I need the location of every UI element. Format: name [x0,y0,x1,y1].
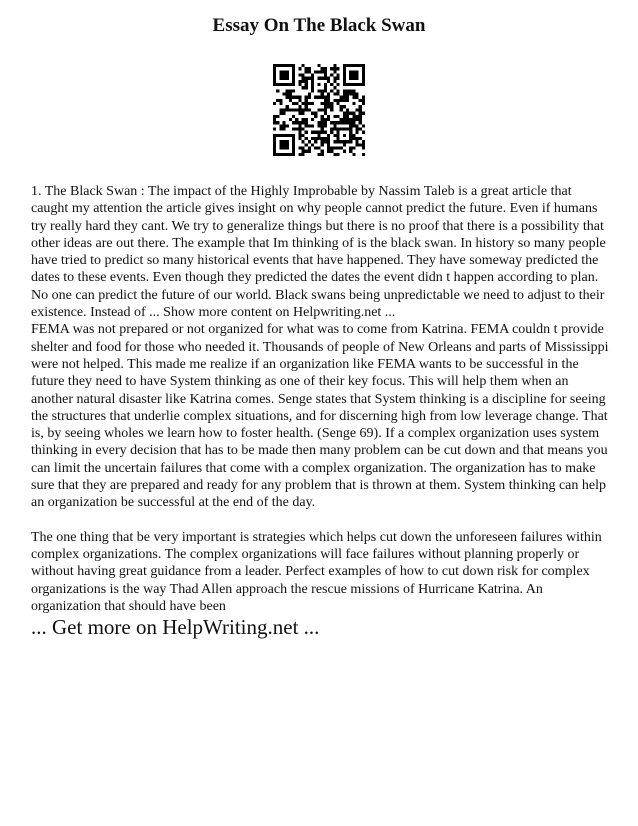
qr-code-graphic [273,64,365,156]
essay-paragraph-2: FEMA was not prepared or not organized for what was to come from Katrina. FEMA couldn t provide shelter and food for those who needed it. Thousands of people of New Orleans and parts of Mississippi were not helped. This made me realize if an organization like FEMA wants to be successful in the future they need to have System thinking as one of their key focus. This will help them when an another natural disaster like Katrina comes. Senge states that System thinking is a discipline for seeing the structures that underlie complex situations, and for discerning high from low leverage change. That is, by seeing wholes we learn how to foster health. (Senge 69). If a complex organization uses system thinking in every decision that has to be made then many problem can be cut down and that means you can limit the uncertain failures that come with a complex organization. The organization has to make sure that they are prepared and ready for any problem that is thrown at them. System thinking can help an organization be successful at the end of the day. [31,322,609,511]
document-title: Essay On The Black Swan [212,15,426,36]
qr-code-icon[interactable] [273,64,365,156]
get-more-link[interactable]: ... Get more on HelpWriting.net ... [31,615,320,639]
essay-paragraph-1: 1. The Black Swan : The impact of the Highly Improbable by Nassim Taleb is a great article that caught my attention the article gives insight on why people cannot predict the future. Even if humans try really hard they cant. We try to generalize things but there is no proof that there is a possibility that other ideas are out there. The example that Im thinking of is the black swan. In history so many people have tried to predict so many historical events that have happened. They have someway predicted the dates to these events. Even though they predicted the dates the event didn t happen according to plan. No one can predict the future of our world. Black swans being unpredictable we need to adjust to their existence. Instead of ... Show more content on Helpwriting.net ... [31,184,606,321]
essay-paragraph-3: The one thing that be very important is strategies which helps cut down the unforeseen failures within complex organizations. The complex organizations will face failures without planning properly or without having great guidance from a leader. Perfect examples of how to cut down risk for complex organizations is the way Thad Allen approach the rescue missions of Hurricane Katrina. An organization that should have been [31,529,602,614]
essay-body [31,183,611,615]
